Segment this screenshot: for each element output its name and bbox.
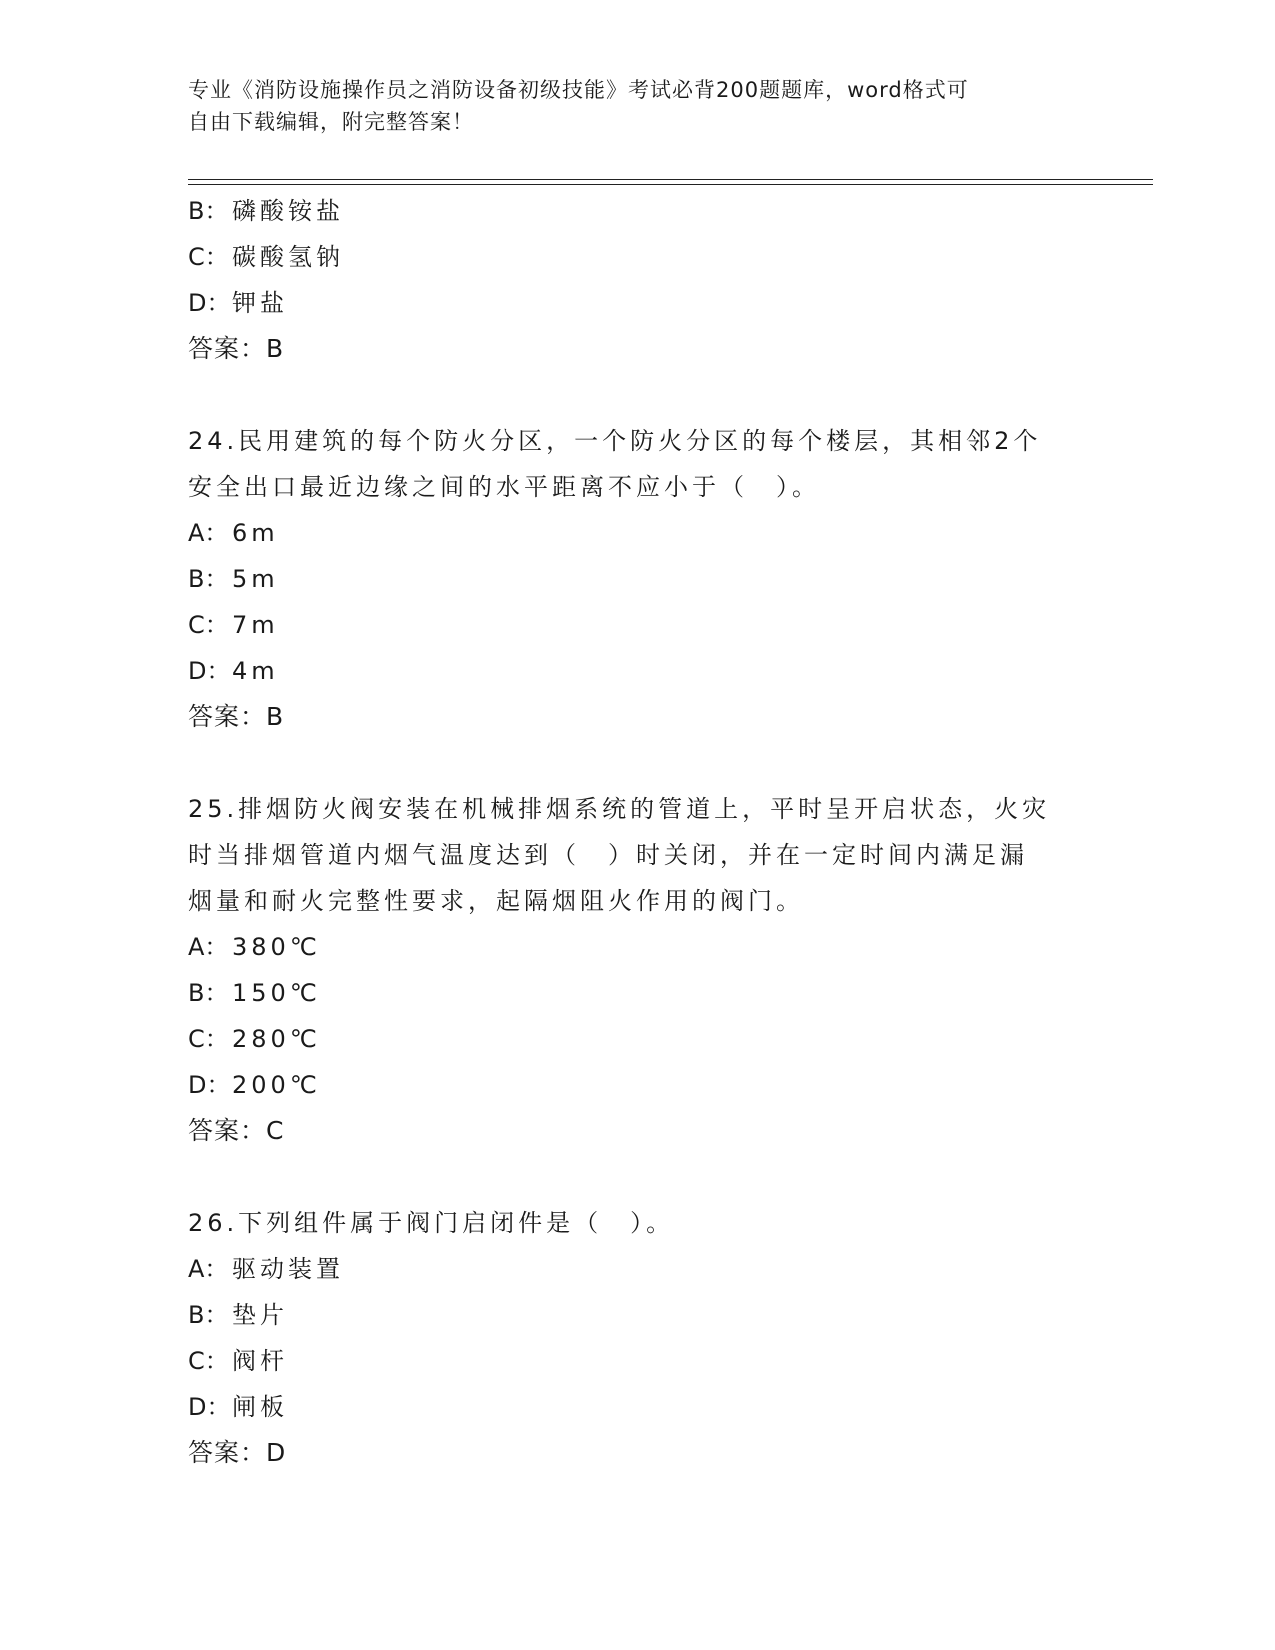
option-d [188,1384,1088,1430]
option-text: 380℃ [232,933,321,961]
option-b [188,970,1088,1016]
option-text: 垫片 [232,1301,288,1329]
spacer [188,372,1088,418]
option-key: B： [188,565,229,593]
question-26 [188,1200,1088,1476]
option-key: B： [188,197,229,225]
option-b [188,556,1088,602]
answer-line: 答案：D [188,1438,287,1467]
option-key: D： [188,657,231,685]
option-text: 钾盐 [232,289,288,317]
option-key: C： [188,243,229,271]
question-stem-line: 烟量和耐火完整性要求，起隔烟阻火作用的阀门。 [188,887,804,915]
option-text: 阀杆 [232,1347,288,1375]
header-line-2: 自由下载编辑，附完整答案！ [188,110,474,134]
option-text: 闸板 [232,1393,288,1421]
option-text: 200℃ [232,1071,321,1099]
option-d [188,1062,1088,1108]
option-c [188,602,1088,648]
option-a [188,1246,1088,1292]
option-key: C： [188,611,229,639]
option-text: 5m [232,565,279,593]
option-key: D： [188,289,231,317]
option-a [188,924,1088,970]
option-b [188,1292,1088,1338]
option-key: B： [188,1301,229,1329]
option-c [188,234,1088,280]
spacer [188,1154,1088,1200]
option-text: 6m [232,519,279,547]
header-line-1: 专业《消防设施操作员之消防设备初级技能》考试必背200题题库，word格式可 [188,78,969,102]
option-text: 150℃ [232,979,321,1007]
option-text: 碳酸氢钠 [232,243,344,271]
page-header [188,74,1068,138]
option-key: A： [188,1255,229,1283]
option-a [188,510,1088,556]
option-key: D： [188,1393,231,1421]
option-c [188,1016,1088,1062]
question-stem-line: 25.排烟防火阀安装在机械排烟系统的管道上，平时呈开启状态，火灾 [188,795,1051,823]
option-text: 驱动装置 [232,1255,344,1283]
option-key: D： [188,1071,231,1099]
question-24 [188,418,1088,740]
option-key: A： [188,519,229,547]
question-23-tail [188,188,1088,372]
question-stem-line: 时当排烟管道内烟气温度达到（ ）时关闭，并在一定时间内满足漏 [188,841,1028,869]
header-divider-bottom [188,184,1153,185]
option-key: B： [188,979,229,1007]
option-key: C： [188,1025,229,1053]
question-stem-line: 24.民用建筑的每个防火分区，一个防火分区的每个楼层，其相邻2个 [188,427,1042,455]
question-stem-line: 26.下列组件属于阀门启闭件是（ ）。 [188,1209,675,1237]
option-b [188,188,1088,234]
answer-line: 答案：B [188,334,285,363]
option-d [188,280,1088,326]
option-text: 磷酸铵盐 [232,197,344,225]
spacer [188,740,1088,786]
option-text: 7m [232,611,279,639]
option-key: C： [188,1347,229,1375]
header-divider-top [188,179,1153,180]
answer-line: 答案：C [188,1116,285,1145]
option-c [188,1338,1088,1384]
answer-line: 答案：B [188,702,285,731]
option-d [188,648,1088,694]
option-text: 4m [232,657,279,685]
option-key: A： [188,933,229,961]
question-list [188,188,1088,1476]
question-25 [188,786,1088,1154]
option-text: 280℃ [232,1025,321,1053]
question-stem-line: 安全出口最近边缘之间的水平距离不应小于（ ）。 [188,473,820,501]
